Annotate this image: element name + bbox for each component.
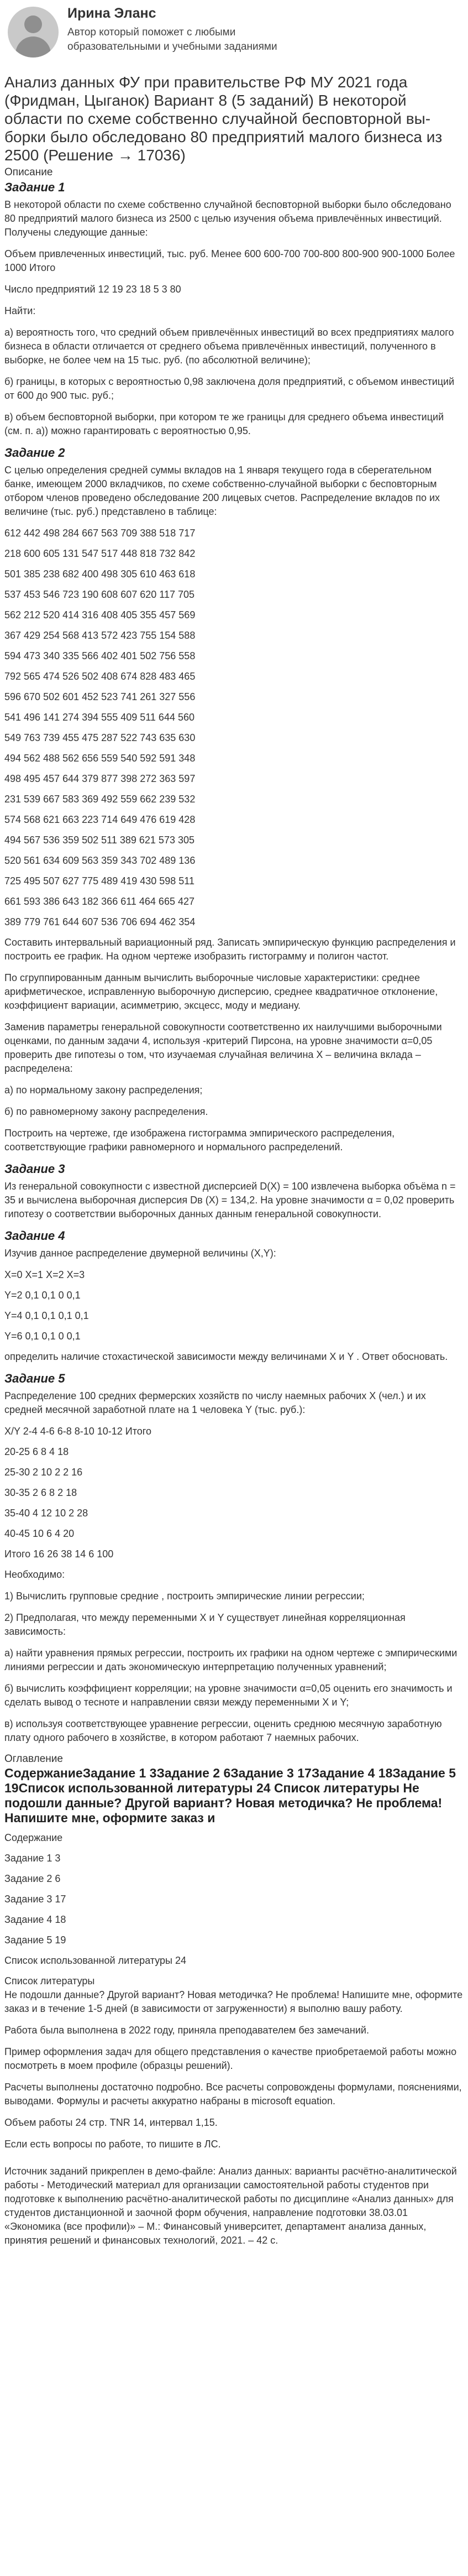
contents-item: Задание 3 17	[4, 1894, 66, 1905]
paragraph: в) объем бесповторной выборки, при котором те же границы для среднего объема инвестиций (см. п. а)) можно гарантировать с вероятностью 0,95.	[4, 411, 444, 436]
data-row: 20-25 6 8 4 18	[4, 1446, 69, 1457]
task-1-title: Задание 1	[4, 180, 65, 194]
data-row: 367 429 254 568 413 572 423 755 154 588	[4, 630, 196, 641]
data-row: 389 779 761 644 607 536 706 694 462 354	[4, 916, 196, 927]
data-row: 537 453 546 723 190 608 607 620 117 705	[4, 589, 194, 600]
data-row: 612 442 498 284 667 563 709 388 518 717	[4, 528, 196, 539]
paragraph: Не подошли данные? Другой вариант? Новая методичка? Не проблема! Напишите мне, оформите заказ и в течение 1-5 дней (в зависимости от загруженности) я выполню вашу работу.	[4, 1989, 463, 2014]
data-row: 549 763 739 455 475 287 522 743 635 630	[4, 732, 196, 743]
data-row: Y=2 0,1 0,1 0 0,1	[4, 1290, 81, 1301]
description-label: Описание	[4, 166, 53, 178]
data-row: X/Y 2-4 4-6 6-8 8-10 10-12 Итого	[4, 1426, 151, 1437]
avatar[interactable]	[8, 7, 59, 58]
paragraph: 2) Предполагая, что между переменными X и Y существует линейная корреляционная зависимость:	[4, 1612, 406, 1637]
data-row: 494 562 488 562 656 559 540 592 591 348	[4, 753, 196, 764]
paragraph: Если есть вопросы по работе, то пишите в ЛС.	[4, 2139, 221, 2150]
paragraph: а) вероятность того, что средний объем привлечённых инвестиций во всех предприятиях малого бизнеса в области отличается от среднего объема привлечённых инвестиций, полученного в выборке, не более чем на 15 тыс. руб. (по абсолютной величине);	[4, 327, 454, 366]
source-note: Источник заданий прикреплен в демо-файле: Анализ данных: варианты расчётно-аналитической работы - Методический материал для организации самостоятельной работы студентов при подготовке к выполнению расчётно-аналитической работы по дисциплине «Анализ данных» для студентов дистанционной и заочной форм обучения, направление подготовки 38.03.01 «Экономика (все профили)» – М.: Финансовый университет, департамент анализа данных, принятия решений и финансовых технологий, 2021. – 42 с.	[4, 2166, 457, 2246]
data-row: 541 496 141 274 394 555 409 511 644 560	[4, 712, 194, 723]
contents-item: Задание 1 3	[4, 1853, 61, 1864]
data-row: Y=6 0,1 0,1 0 0,1	[4, 1331, 81, 1342]
toc-label: Оглавление	[4, 1753, 63, 1765]
paragraph: Распределение 100 средних фермерских хозяйств по числу наемных рабочих X (чел.) и их средней месячной заработной плате на 1 человека Y (тыс. руб.):	[4, 1390, 426, 1415]
contents-item: Задание 4 18	[4, 1914, 66, 1925]
data-row: 792 565 474 526 502 408 674 828 483 465	[4, 671, 196, 682]
data-row: 35-40 4 12 10 2 28	[4, 1508, 88, 1519]
paragraph: Объем привлеченных инвестиций, тыс. руб. Менее 600 600-700 700-800 800-900 900-1000 Более 1000 Итого	[4, 248, 455, 273]
contents-section	[4, 1766, 464, 2151]
data-row: Итого 16 26 38 14 6 100	[4, 1548, 114, 1560]
paragraph: а) найти уравнения прямых регрессии, построить их графики на одном чертеже с эмпирическими линиями регрессии и дать экономическую интерпретацию полученных уравнений;	[4, 1647, 458, 1672]
avatar-head-icon	[24, 15, 42, 33]
task-2-title: Задание 2	[4, 446, 65, 460]
task-2-section	[4, 446, 464, 1154]
deposits-data-rows	[4, 526, 464, 929]
paragraph: Найти:	[4, 305, 36, 316]
paragraph: Построить на чертеже, где изображена гистограмма эмпирического распределения, соответствующие графики равномерного и нормального распределений.	[4, 1128, 395, 1153]
paragraph: В некоторой области по схеме собственно случайной бесповторной выборки было обследовано 80 предприятий малого бизнеса из 2500 с целью изучения объема привлечённых инвестиций. Получены следующие данные:	[4, 199, 451, 238]
contents-item: Задание 2 6	[4, 1873, 61, 1884]
data-row: 30-35 2 6 8 2 18	[4, 1487, 77, 1498]
task-3-section	[4, 1162, 464, 1221]
data-row: 661 593 386 643 182 366 611 464 665 427	[4, 896, 194, 907]
literature-label: Список литературы	[4, 1975, 95, 1986]
paragraph: определить наличие стохастической зависимости между величинами X и Y . Ответ обосновать.	[4, 1351, 448, 1362]
paragraph: Изучив данное распределение двумерной величины (X,Y):	[4, 1248, 276, 1259]
paragraph: Число предприятий 12 19 23 18 5 3 80	[4, 284, 181, 295]
page-title: Анализ данных ФУ при правительстве РФ МУ 2021 года (Фридман, Цыганок) Вариант 8 (5 заданий) В некоторой области по схеме собственно случайной бесповторной вы-борки было обследовано 80 предприятий малого бизнеса из 2500 (Решение → 17036)	[4, 74, 443, 164]
paragraph: По сгруппированным данным вычислить выборочные числовые характеристики: среднее арифметическое, исправленную выборочную дисперсию, среднее квадратичное отклонение, коэффициент вариации, асимметрию, эксцесс, моду и медиану.	[4, 972, 438, 1011]
task-4-section	[4, 1229, 464, 1364]
data-row: 596 670 502 601 452 523 741 261 327 556	[4, 691, 196, 702]
data-row: 494 567 536 359 502 511 389 621 573 305	[4, 835, 194, 846]
contents-label: Содержание	[4, 1832, 63, 1843]
author-name[interactable]: Ирина Эланс	[67, 6, 156, 21]
data-row: 574 568 621 663 223 714 649 476 619 428	[4, 814, 196, 825]
paragraph: Расчеты выполнены достаточно подробно. Все расчеты сопровождены формулами, пояснениями, выводами. Формулы и расчеты аккуратно набраны в microsoft equation.	[4, 2082, 462, 2106]
data-row: 498 495 457 644 379 877 398 272 363 597	[4, 773, 196, 784]
contents-item: Задание 5 19	[4, 1934, 66, 1946]
contents-item: Список использованной литературы 24	[4, 1955, 187, 1966]
data-row: 725 495 507 627 775 489 419 430 598 511	[4, 875, 194, 887]
paragraph: б) границы, в которых с вероятностью 0,98 заключена доля предприятий, с объемом инвестиций от 600 до 900 тыс. руб.;	[4, 376, 455, 401]
paragraph: Составить интервальный вариационный ряд. Записать эмпирическую функцию распределения и построить ее график. На одном чертеже изобразить гистограмму и полигон частот.	[4, 937, 456, 962]
paragraph: Объем работы 24 стр. TNR 14, интервал 1,15.	[4, 2117, 218, 2128]
data-row: 520 561 634 609 563 359 343 702 489 136	[4, 855, 196, 866]
data-row: X=0 X=1 X=2 X=3	[4, 1269, 85, 1280]
paragraph: б) вычислить коэффициент корреляции; на уровне значимости α=0,05 оценить его значимость и сделать вывод о тесноте и направлении связи между переменными X и Y;	[4, 1683, 453, 1708]
contents-title: СодержаниеЗадание 1 3Задание 2 6Задание 3 17Задание 4 18Задание 5 19Список использованной литературы 24 Список литературы Не подошли данные? Другой вариант? Новая методичка? Не проблема! Напишите мне, оформите заказ и	[4, 1766, 456, 1825]
task-1-section	[4, 180, 464, 438]
data-row: 562 212 520 414 316 408 405 355 457 569	[4, 609, 196, 620]
data-row: 218 600 605 131 547 517 448 818 732 842	[4, 548, 196, 559]
data-row: 25-30 2 10 2 2 16	[4, 1467, 83, 1478]
avatar-body-icon	[15, 36, 51, 58]
author-header	[4, 0, 464, 73]
task-3-title: Задание 3	[4, 1162, 65, 1176]
task-4-title: Задание 4	[4, 1229, 65, 1243]
task-5-section	[4, 1372, 464, 1745]
paragraph: в) используя соответствующее уравнение регрессии, оценить среднюю месячную заработную плату одного рабочего в хозяйстве, в котором работают 7 наемных рабочих.	[4, 1718, 442, 1743]
paragraph: Заменив параметры генеральной совокупности соответственно их наилучшими выборочными оценками, по данным задачи 4, используя -критерий Пирсона, на уровне значимости α=0,05 проверить две гипотезы о том, что изучаемая случайная величина X – величина вклада – распределена:	[4, 1021, 442, 1074]
data-row: 594 473 340 335 566 402 401 502 756 558	[4, 650, 196, 661]
paragraph: Из генеральной совокупности с известной дисперсией D(X) = 100 извлечена выборка объёма n = 35 и вычислена выборочная дисперсия Dв (X) = 134,2. На уровне значимости α = 0,02 проверить гипотезу о соответствии выборочных данных данным генеральной совокупности.	[4, 1181, 456, 1219]
paragraph: С целью определения средней суммы вкладов на 1 января текущего года в сберегательном банке, имеющем 2000 вкладчиков, по схеме собственно-случайной выборки с бесповторным отбором членов проведено обследование 200 лицевых счетов. Распределение вкладов по их величине (тыс. руб.) представлено в таблице:	[4, 465, 440, 517]
author-description: Автор который поможет с любыми образовательными и учебными заданиями	[67, 27, 277, 53]
data-row: Y=4 0,1 0,1 0,1 0,1	[4, 1310, 89, 1321]
paragraph: Необходимо:	[4, 1569, 65, 1580]
paragraph: б) по равномерному закону распределения.	[4, 1106, 208, 1117]
data-row: 40-45 10 6 4 20	[4, 1528, 75, 1539]
data-row: 231 539 667 583 369 492 559 662 239 532	[4, 794, 196, 805]
data-row: 501 385 238 682 400 498 305 610 463 618	[4, 569, 196, 580]
paragraph: 1) Вычислить групповые средние , построить эмпирические линии регрессии;	[4, 1591, 365, 1602]
paragraph: Пример оформления задач для общего представления о качестве приобретаемой работы можно посмотреть в моем профиле (образцы решений).	[4, 2046, 457, 2071]
paragraph: а) по нормальному закону распределения;	[4, 1084, 203, 1096]
task-5-title: Задание 5	[4, 1372, 65, 1385]
paragraph: Работа была выполнена в 2022 году, приняла преподавателем без замечаний.	[4, 2025, 369, 2036]
